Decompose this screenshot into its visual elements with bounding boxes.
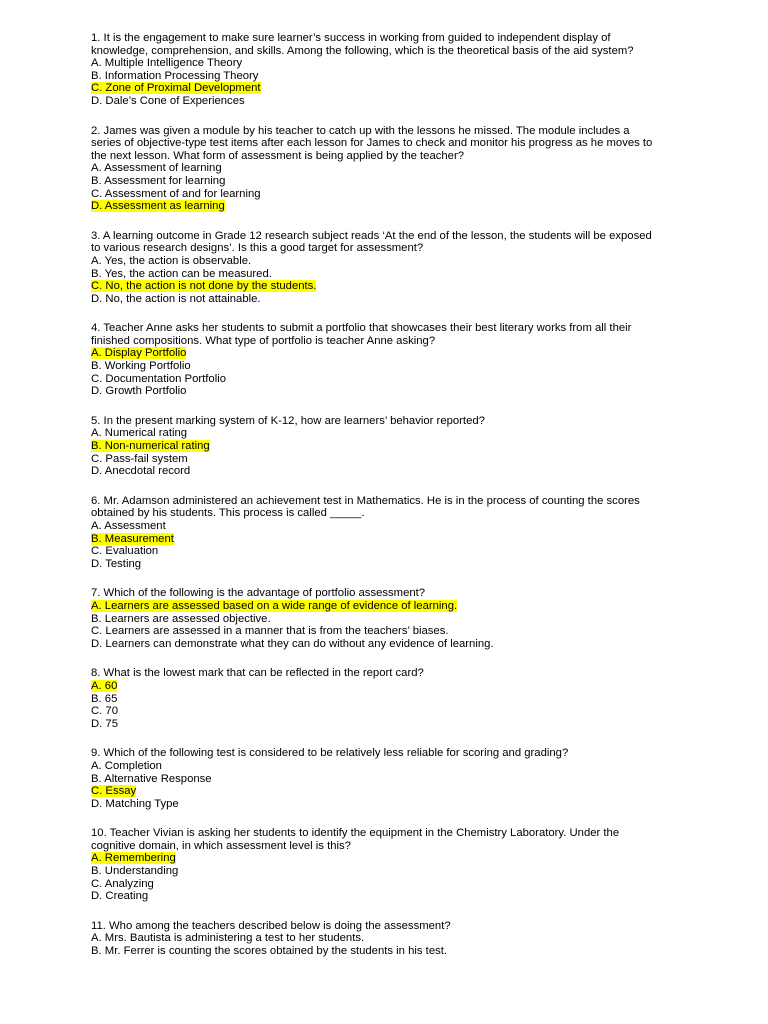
answer-option: D. Testing bbox=[91, 557, 142, 570]
answer-option: C. Learners are assessed in a manner that is from the teachers’ biases. bbox=[91, 625, 449, 638]
question-7 bbox=[91, 587, 708, 650]
answer-highlight: A. 60 bbox=[91, 679, 118, 692]
question-8 bbox=[91, 667, 708, 730]
answer-option-correct bbox=[91, 280, 708, 293]
answer-highlight: A. Remembering bbox=[91, 852, 176, 865]
answer-option: D. Anecdotal record bbox=[91, 465, 191, 478]
question-stem: 3. A learning outcome in Grade 12 research subject reads ‘At the end of the lesson, the students will be exposed to various research designs’. Is this a good target for assessment? bbox=[91, 229, 652, 255]
answer-option: A. Assessment of learning bbox=[91, 162, 222, 175]
answer-option: A. Yes, the action is observable. bbox=[91, 254, 252, 267]
answer-option-correct bbox=[91, 347, 708, 360]
answer-option: C. Analyzing bbox=[91, 877, 154, 890]
answer-option: B. Yes, the action can be measured. bbox=[91, 267, 272, 280]
answer-highlight: B. Measurement bbox=[91, 532, 174, 545]
answer-option: B. Mr. Ferrer is counting the scores obtained by the students in his test. bbox=[91, 945, 448, 958]
answer-option: D. Creating bbox=[91, 890, 149, 903]
question-6 bbox=[91, 495, 708, 571]
answer-option: C. Pass-fail system bbox=[91, 452, 188, 465]
question-2 bbox=[91, 125, 708, 213]
answer-option: B. Alternative Response bbox=[91, 772, 212, 785]
answer-highlight: A. Learners are assessed based on a wide range of evidence of learning. bbox=[91, 599, 458, 612]
answer-option-correct bbox=[91, 852, 708, 865]
question-stem: 2. James was given a module by his teacher to catch up with the lessons he missed. The module includes a series of objective-type test items after each lesson for James to check and monitor his progress as he moves to the next lesson. What form of assessment is being applied by the teacher? bbox=[91, 124, 653, 162]
question-stem: 6. Mr. Adamson administered an achievement test in Mathematics. He is in the process of counting the scores obtained by his students. This process is called _____. bbox=[91, 494, 640, 520]
question-stem: 4. Teacher Anne asks her students to submit a portfolio that showcases their best literary works from all their finished compositions. What type of portfolio is teacher Anne asking? bbox=[91, 322, 632, 347]
question-stem: 1. It is the engagement to make sure learner’s success in working from guided to independent display of knowledge, comprehension, and skills. Among the following, which is the theoretical basis of the aid system? bbox=[91, 32, 634, 57]
answer-highlight: B. Non-numerical rating bbox=[91, 440, 210, 453]
answer-option: A. Completion bbox=[91, 759, 162, 772]
answer-option: D. 75 bbox=[91, 717, 119, 730]
answer-highlight: C. Zone of Proximal Development bbox=[91, 82, 261, 95]
answer-option-correct bbox=[91, 82, 708, 95]
answer-option: D. Growth Portfolio bbox=[91, 385, 187, 398]
answer-highlight: C. No, the action is not done by the students. bbox=[91, 280, 317, 293]
question-stem: 7. Which of the following is the advantage of portfolio assessment? bbox=[91, 587, 426, 600]
answer-option: A. Mrs. Bautista is administering a test to her students. bbox=[91, 932, 365, 945]
answer-option: C. Assessment of and for learning bbox=[91, 187, 261, 200]
answer-option-correct bbox=[91, 680, 708, 693]
answer-highlight: C. Essay bbox=[91, 785, 137, 798]
question-1 bbox=[91, 32, 708, 108]
question-stem: 11. Who among the teachers described below is doing the assessment? bbox=[91, 919, 451, 932]
question-10 bbox=[91, 827, 708, 903]
question-9 bbox=[91, 747, 708, 810]
answer-option-correct bbox=[91, 600, 708, 613]
answer-option: B. Assessment for learning bbox=[91, 174, 226, 187]
answer-option-correct bbox=[91, 200, 708, 213]
answer-option: C. Evaluation bbox=[91, 545, 159, 558]
question-5 bbox=[91, 415, 708, 478]
answer-highlight: D. Assessment as learning bbox=[91, 200, 225, 213]
question-stem: 10. Teacher Vivian is asking her students to identify the equipment in the Chemistry Laboratory. Under the cognitive domain, in which assessment level is this? bbox=[91, 827, 620, 852]
question-4 bbox=[91, 322, 708, 398]
question-3 bbox=[91, 230, 708, 306]
question-stem: 9. Which of the following test is considered to be relatively less reliable for scoring and grading? bbox=[91, 747, 569, 760]
question-stem: 5. In the present marking system of K-12, how are learners’ behavior reported? bbox=[91, 414, 485, 427]
answer-highlight: A. Display Portfolio bbox=[91, 347, 187, 360]
question-11 bbox=[91, 920, 708, 958]
answer-option: A. Multiple Intelligence Theory bbox=[91, 57, 243, 70]
answer-option: A. Assessment bbox=[91, 520, 166, 532]
answer-option: A. Numerical rating bbox=[91, 427, 188, 440]
answer-option: C. 70 bbox=[91, 705, 119, 718]
answer-option-correct bbox=[91, 533, 708, 546]
question-stem: 8. What is the lowest mark that can be reflected in the report card? bbox=[91, 667, 424, 680]
answer-option: D. Dale’s Cone of Experiences bbox=[91, 94, 245, 107]
answer-option: B. Understanding bbox=[91, 865, 179, 878]
answer-option-correct bbox=[91, 440, 708, 453]
answer-option: D. Learners can demonstrate what they can do without any evidence of learning. bbox=[91, 637, 494, 650]
answer-option: C. Documentation Portfolio bbox=[91, 372, 227, 385]
answer-option: B. Working Portfolio bbox=[91, 360, 191, 373]
answer-option-correct bbox=[91, 785, 708, 798]
answer-option: D. No, the action is not attainable. bbox=[91, 292, 261, 305]
answer-option: B. 65 bbox=[91, 692, 118, 705]
answer-option: B. Information Processing Theory bbox=[91, 69, 259, 82]
answer-option: B. Learners are assessed objective. bbox=[91, 612, 271, 625]
answer-option: D. Matching Type bbox=[91, 797, 179, 810]
